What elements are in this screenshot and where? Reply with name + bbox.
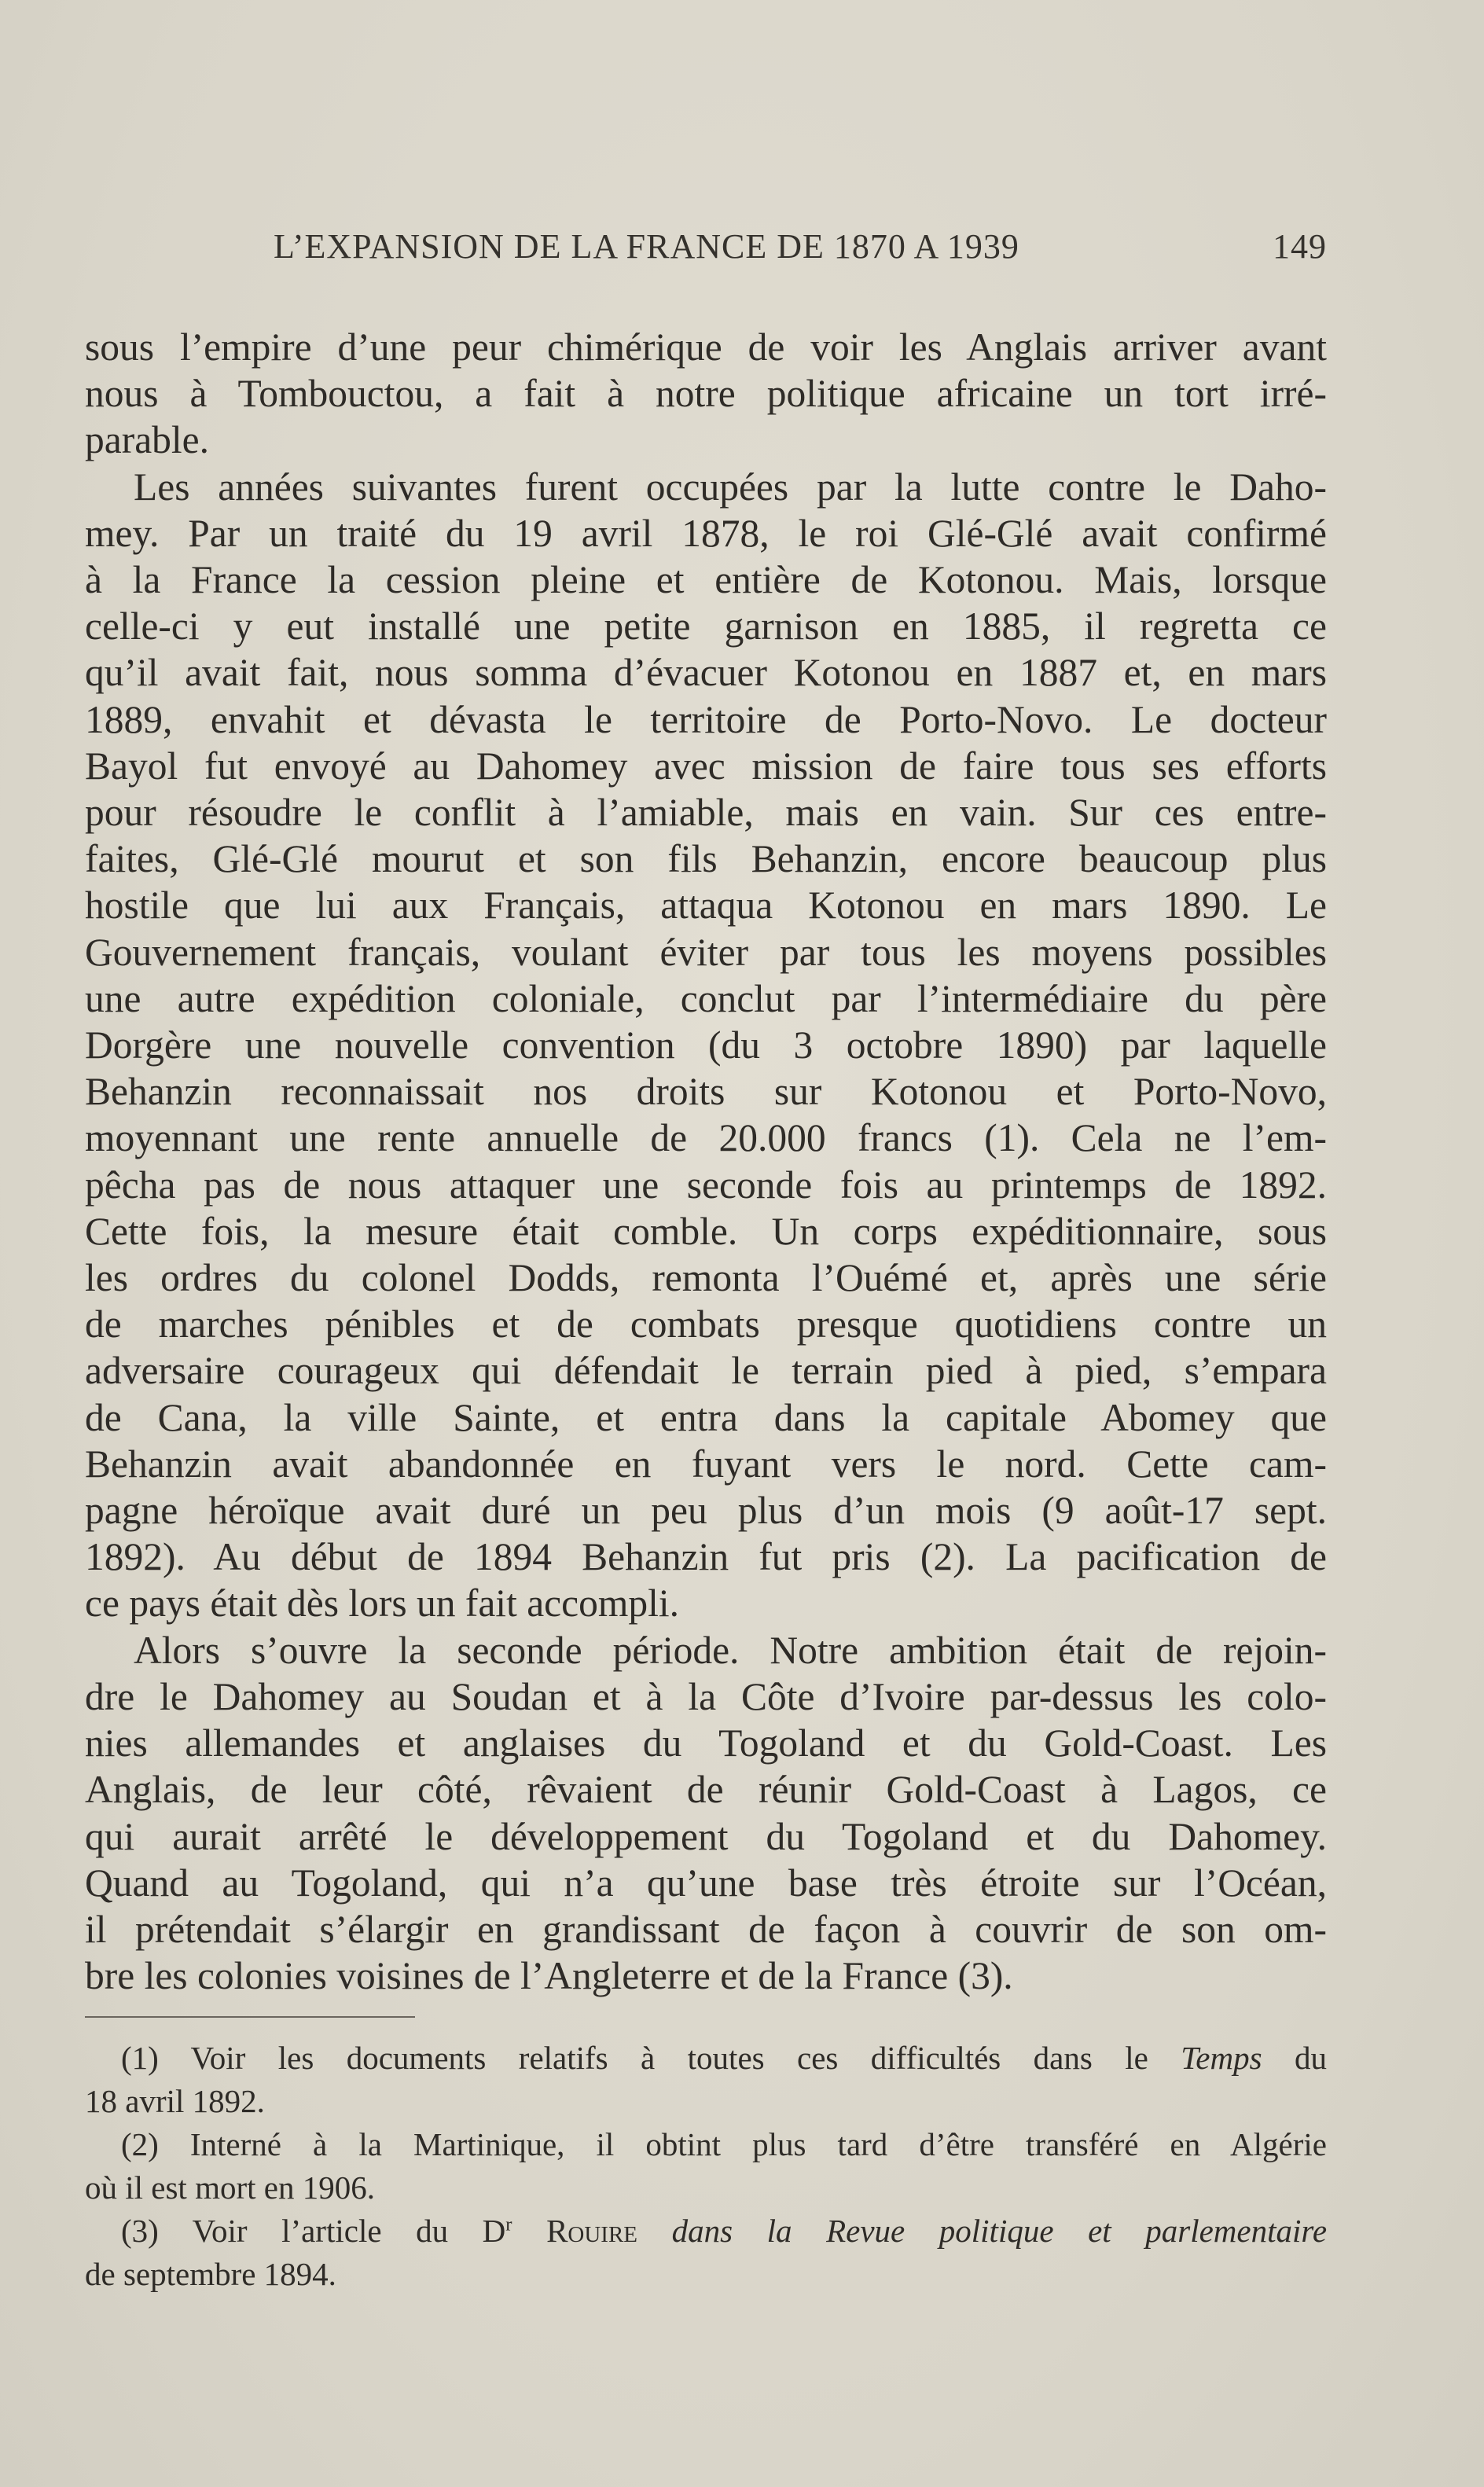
- footnote-line: (2) Interné à la Martinique, il obtint plus tard d’être transféré en Algérie: [121, 2126, 1327, 2163]
- text-line: de marches pénibles et de combats presque quotidiens contre un: [85, 1302, 1327, 1346]
- footnote-text: (3) Voir l’article du D: [121, 2213, 506, 2250]
- text-line: pagne héroïque avait duré un peu plus d’un mois (9 août-17 sept.: [85, 1489, 1327, 1533]
- text-line: mey. Par un traité du 19 avril 1878, le roi Glé-Glé avait confirmé: [85, 511, 1327, 555]
- text-line: Gouvernement français, voulant éviter par tous les moyens possibles: [85, 930, 1327, 974]
- text-line: hostile que lui aux Français, attaqua Kotonou en mars 1890. Le: [85, 883, 1327, 928]
- text-line: Bayol fut envoyé au Dahomey avec mission de faire tous ses efforts: [85, 744, 1327, 788]
- text-line: celle-ci y eut installé une petite garnison en 1885, il regretta ce: [85, 604, 1327, 648]
- footnote-2: [85, 2123, 1327, 2210]
- running-header: [85, 220, 1327, 275]
- page-number: 149: [1273, 227, 1327, 266]
- footnote-superscript: r: [505, 2213, 512, 2235]
- footnote-text: (1) Voir les documents relatifs à toutes ces difficultés dans le: [121, 2040, 1148, 2077]
- text-line: nies allemandes et anglaises du Togoland et du Gold-Coast. Les: [85, 1721, 1327, 1765]
- running-title: L’EXPANSION DE LA FRANCE DE 1870 A 1939: [274, 227, 1019, 266]
- footnote-text: du: [1295, 2040, 1327, 2077]
- text-line: faites, Glé-Glé mourut et son fils Behanzin, encore beaucoup plus: [85, 837, 1327, 881]
- footnote-author: Rouire: [546, 2213, 638, 2250]
- footnote-line: 18 avril 1892.: [85, 2083, 265, 2120]
- text-line: 1892). Au début de 1894 Behanzin fut pris (2). La pacification de: [85, 1535, 1327, 1579]
- text-line: 1889, envahit et dévasta le territoire de Porto-Novo. Le docteur: [85, 697, 1327, 741]
- book-page: [85, 220, 1327, 2296]
- footnote-line: où il est mort en 1906.: [85, 2169, 375, 2206]
- text-line: ce pays était dès lors un fait accompli.: [85, 1581, 679, 1626]
- text-line: à la France la cession pleine et entière de Kotonou. Mais, lorsque: [85, 558, 1327, 602]
- footnote-line: [85, 2037, 1327, 2080]
- text-line: Anglais, de leur côté, rêvaient de réunir Gold-Coast à Lagos, ce: [85, 1768, 1327, 1812]
- text-line: bre les colonies voisines de l’Angleterre et de la France (3).: [85, 1954, 1013, 1998]
- footnotes: [85, 2037, 1327, 2296]
- text-line: les ordres du colonel Dodds, remonta l’Ouémé et, après une série: [85, 1256, 1327, 1300]
- text-line: il prétendait s’élargir en grandissant de façon à couvrir de son om-: [85, 1907, 1327, 1951]
- text-line: parable.: [85, 418, 210, 462]
- text-line: Dorgère une nouvelle convention (du 3 octobre 1890) par laquelle: [85, 1023, 1327, 1067]
- footnote-separator: [85, 2016, 415, 2018]
- text-line: Behanzin avait abandonnée en fuyant vers le nord. Cette cam-: [85, 1442, 1327, 1486]
- footnote-3: [85, 2210, 1327, 2296]
- text-line: nous à Tombouctou, a fait à notre politique africaine un tort irré-: [85, 372, 1327, 416]
- text-line: Cette fois, la mesure était comble. Un corps expéditionnaire, sous: [85, 1209, 1327, 1253]
- text-line: Les années suivantes furent occupées par la lutte contre le Daho-: [134, 465, 1327, 509]
- text-line: qui aurait arrêté le développement du Togoland et du Dahomey.: [85, 1814, 1327, 1858]
- text-line: une autre expédition coloniale, conclut par l’intermédiaire du père: [85, 976, 1327, 1020]
- footnote-journal-title: Temps: [1181, 2040, 1262, 2077]
- text-line: moyennant une rente annuelle de 20.000 francs (1). Cela ne l’em-: [85, 1116, 1327, 1160]
- text-line: de Cana, la ville Sainte, et entra dans la capitale Abomey que: [85, 1395, 1327, 1439]
- text-line: dre le Dahomey au Soudan et à la Côte d’Ivoire par-dessus les colo-: [85, 1674, 1327, 1718]
- text-line: Quand au Togoland, qui n’a qu’une base très étroite sur l’Océan,: [85, 1861, 1327, 1905]
- footnote-line: de septembre 1894.: [85, 2256, 336, 2293]
- text-line: Alors s’ouvre la seconde période. Notre ambition était de rejoin-: [134, 1628, 1327, 1672]
- text-line: sous l’empire d’une peur chimérique de voir les Anglais arriver avant: [85, 325, 1327, 369]
- text-line: pêcha pas de nous attaquer une seconde fois au printemps de 1892.: [85, 1163, 1327, 1207]
- text-line: pour résoudre le conflit à l’amiable, mais en vain. Sur ces entre-: [85, 791, 1327, 835]
- footnote-1: [85, 2037, 1327, 2123]
- footnote-journal-title: dans la Revue politique et parlementaire: [671, 2213, 1328, 2250]
- text-line: Behanzin reconnaissait nos droits sur Kotonou et Porto-Novo,: [85, 1070, 1327, 1114]
- footnote-line: [85, 2210, 1327, 2253]
- text-line: qu’il avait fait, nous somma d’évacuer Kotonou en 1887 et, en mars: [85, 651, 1327, 695]
- main-text: [85, 324, 1327, 1999]
- text-line: adversaire courageux qui défendait le terrain pied à pied, s’empara: [85, 1349, 1327, 1393]
